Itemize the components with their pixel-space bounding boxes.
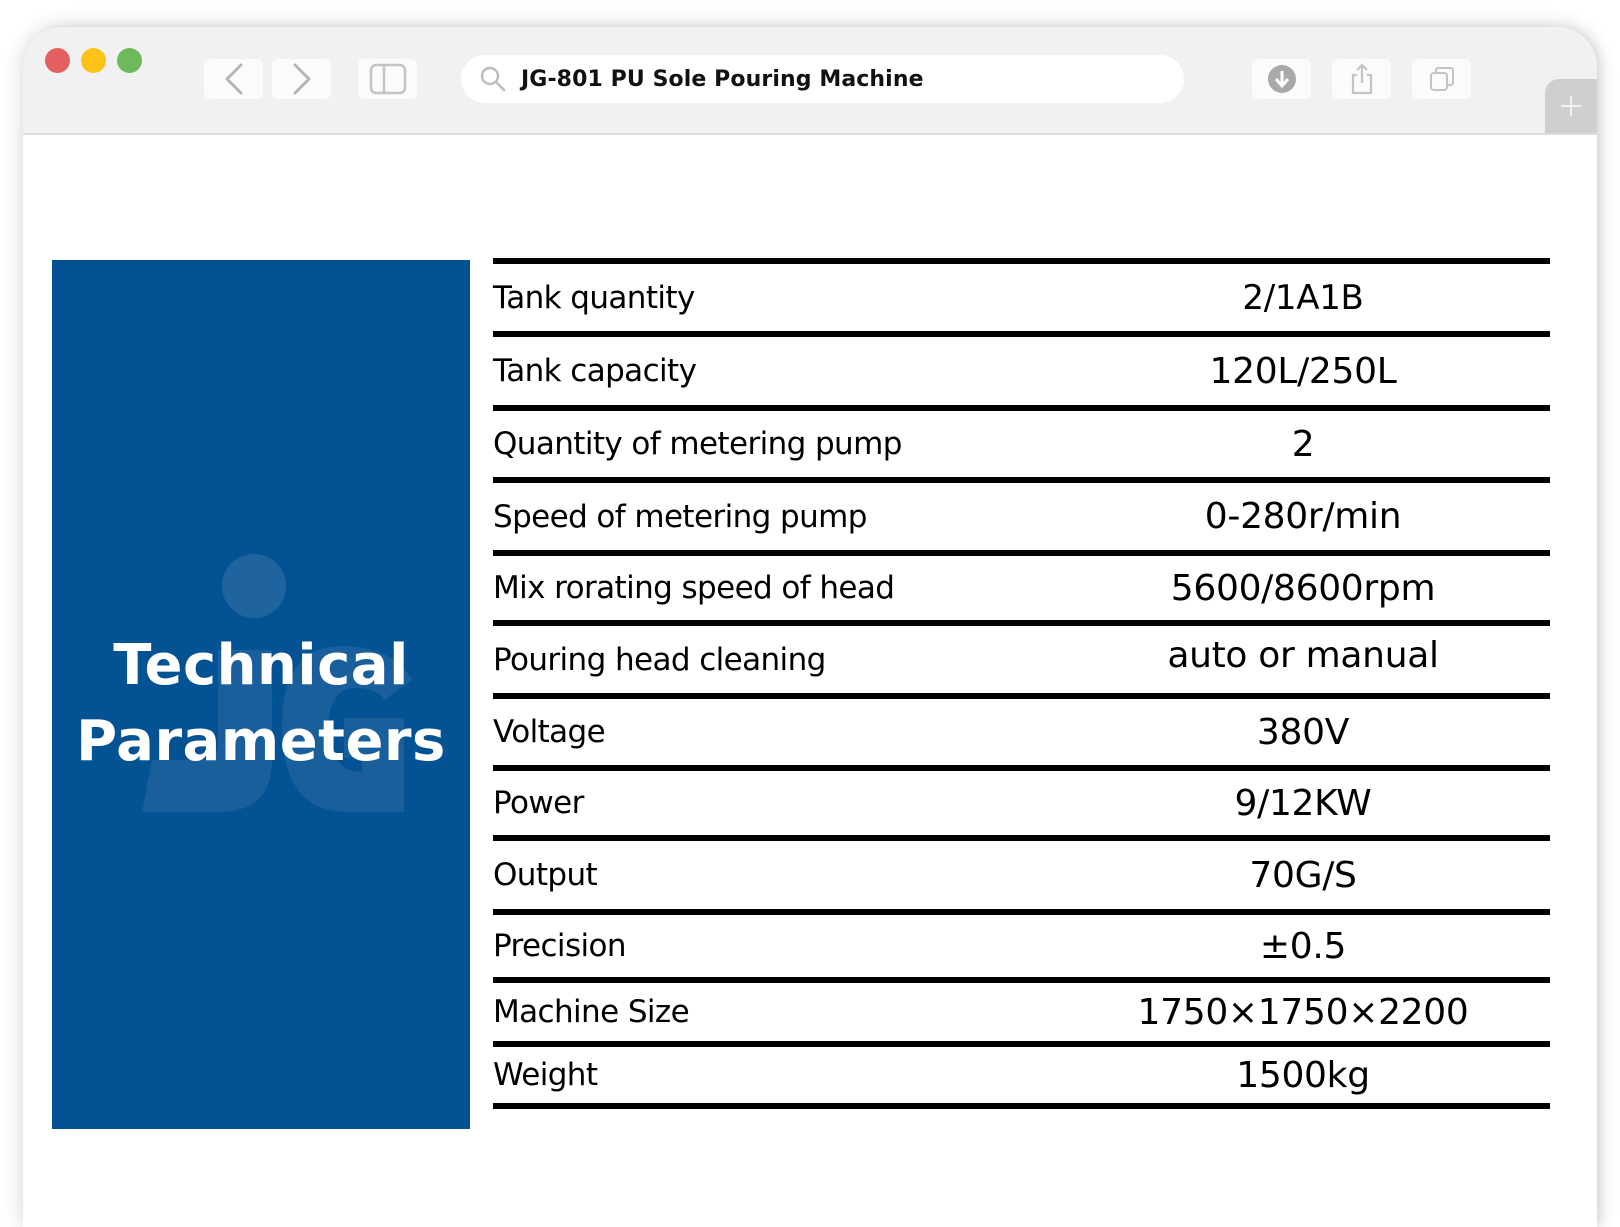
param-value: 1500kg xyxy=(1236,1054,1370,1096)
table-row xyxy=(493,841,1550,909)
param-value: 1750×1750×2200 xyxy=(1137,991,1469,1033)
param-value: 120L/250L xyxy=(1209,350,1397,392)
download-button[interactable] xyxy=(1252,59,1311,99)
param-label: Machine Size xyxy=(493,994,690,1030)
table-row xyxy=(493,771,1550,835)
chevron-left-icon xyxy=(223,62,245,96)
search-icon xyxy=(479,65,507,93)
table-row xyxy=(493,337,1550,405)
param-label: Speed of metering pump xyxy=(493,498,867,535)
param-value: 70G/S xyxy=(1249,854,1357,896)
param-value: 2/1A1B xyxy=(1242,277,1364,318)
share-button[interactable] xyxy=(1332,59,1391,99)
tabs-icon xyxy=(1428,65,1456,93)
param-label: Tank quantity xyxy=(493,279,695,316)
table-row xyxy=(493,915,1550,977)
param-value: 9/12KW xyxy=(1234,782,1372,824)
param-label: Output xyxy=(493,857,598,893)
close-window-button[interactable] xyxy=(45,48,70,73)
param-label: Tank capacity xyxy=(493,353,697,389)
minimize-window-button[interactable] xyxy=(81,48,106,73)
table-row xyxy=(493,264,1550,331)
download-icon xyxy=(1267,64,1297,94)
page-title: JG-801 PU Sole Pouring Machine xyxy=(521,66,924,92)
table-rule xyxy=(493,1103,1550,1109)
table-row xyxy=(493,556,1550,620)
table-row xyxy=(493,483,1550,550)
maximize-window-button[interactable] xyxy=(117,48,142,73)
sidebar-toggle-button[interactable] xyxy=(358,59,417,99)
param-value: 2 xyxy=(1291,423,1315,465)
param-label: Precision xyxy=(493,928,626,964)
tabs-overview-button[interactable] xyxy=(1412,59,1471,99)
param-value: auto or manual xyxy=(1167,635,1439,676)
param-value: 5600/8600rpm xyxy=(1170,567,1436,609)
param-label: Weight xyxy=(493,1057,598,1093)
browser-toolbar xyxy=(23,27,1597,135)
share-icon xyxy=(1349,63,1375,95)
panel-heading: Technical Parameters xyxy=(76,633,446,774)
address-bar[interactable] xyxy=(461,55,1184,103)
technical-parameters-panel xyxy=(52,260,470,1129)
table-row xyxy=(493,411,1550,477)
param-label: Pouring head cleaning xyxy=(493,641,826,678)
table-row xyxy=(493,1047,1550,1103)
param-label: Voltage xyxy=(493,714,606,750)
table-row xyxy=(493,626,1550,693)
forward-button[interactable] xyxy=(272,59,331,99)
param-value: 0-280r/min xyxy=(1204,496,1402,537)
table-row xyxy=(493,699,1550,765)
param-label: Mix rorating speed of head xyxy=(493,570,895,606)
new-tab-button[interactable] xyxy=(1545,79,1597,133)
back-button[interactable] xyxy=(204,59,263,99)
param-label: Quantity of metering pump xyxy=(493,426,902,462)
plus-icon xyxy=(1559,94,1583,118)
param-value: ±0.5 xyxy=(1259,925,1347,967)
param-value: 380V xyxy=(1256,711,1350,753)
chevron-right-icon xyxy=(291,62,313,96)
table-row xyxy=(493,983,1550,1041)
param-label: Power xyxy=(493,785,584,821)
sidebar-icon xyxy=(369,63,407,95)
